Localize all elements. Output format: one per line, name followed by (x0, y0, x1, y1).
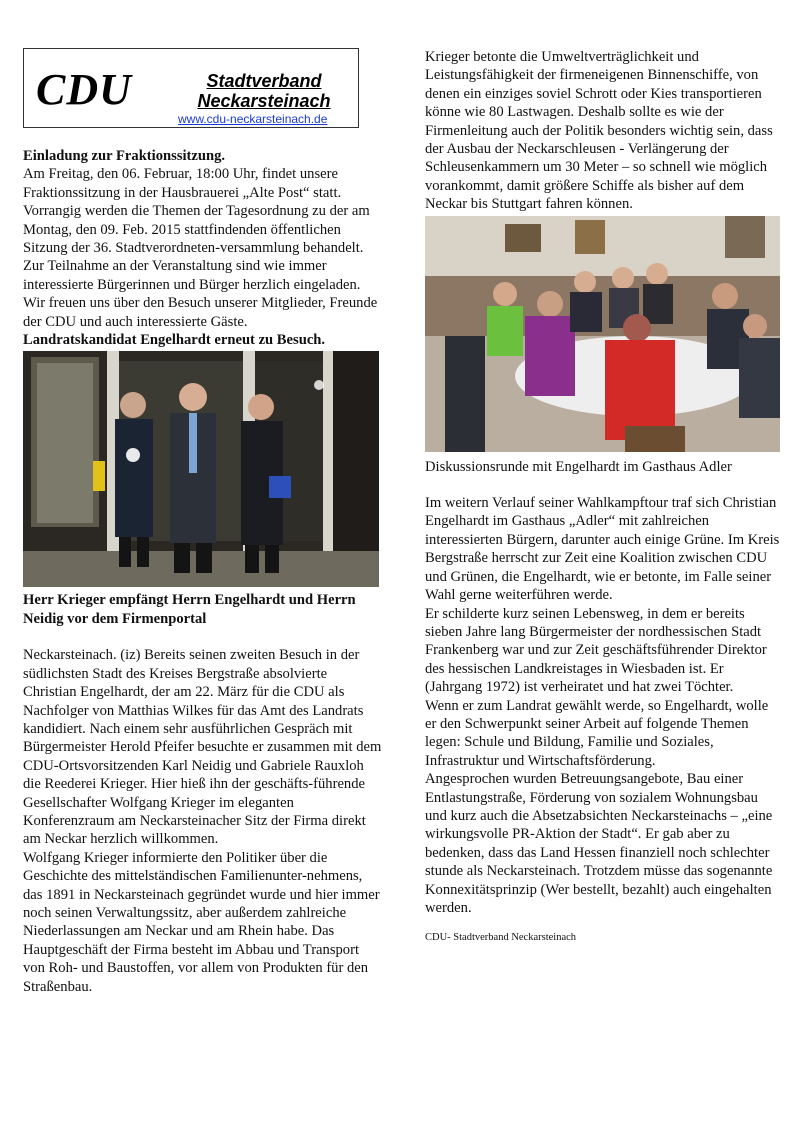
photo-discussion-round (425, 216, 780, 452)
photo-three-men-entrance (23, 351, 379, 587)
left-column (23, 147, 383, 996)
paragraph: Wenn er zum Landrat gewählt werde, so Engelhardt, wolle er den Schwerpunkt seiner Arbeit auf folgende Themen legen: Schule und Bildung, Familie und Soziales, Infrastruktur und Wirtschaftsförderung. (425, 697, 769, 769)
spacer (23, 628, 383, 646)
heading-visit: Landratskandidat Engelhardt erneut zu Besuch. (23, 332, 326, 349)
paragraph: Im weitern Verlauf seiner Wahlkampftour traf sich Christian Engelhardt im Gasthaus „Adler“ mit zahlreichen interessierten Bürgern, darunter auch einige Grüne. Im Kreis Bergstraße herrscht zur Zeit eine Koalition zwischen CDU und Grünen, die Engelhardt, wie er betonte, im Falle seiner Wahl gerne weiterführen werde. (425, 495, 780, 604)
photo1-caption: Herr Krieger empfängt Herrn Engelhardt und Herrn Neidig vor dem Firmenportal (23, 592, 356, 627)
cdu-logo: CDU (36, 65, 132, 114)
org-name-line1: Stadtverband (206, 71, 322, 91)
paragraph: Neckarsteinach. (iz) Bereits seinen zweiten Besuch in der südlichsten Stadt des Kreises Bergstraße absolvierte Christian Engelhardt, der am 22. März für die CDU als Nachfolger von Matthias Wilkes für das Amt des Landrats kandidiert. Nach einem sehr ausführlichen Gespräch mit Bürgermeister Herold Pfeifer besuchte er zusammen mit dem CDU-Ortsvorsitzenden Karl Neidig und Gabriele Rauxloh die Reederei Krieger. Hier hieß ihn der geschäfts-führende Gesellschafter Wolfgang Krieger im eleganten Konferenzraum am Neckarsteinacher Sitz der Firma direkt am Neckar herzlich willkommen. (23, 647, 382, 848)
photo2-caption: Diskussionsrunde mit Engelhardt im Gasthaus Adler (425, 458, 732, 475)
paragraph: Zur Teilnahme an der Veranstaltung sind wie immer interessierte Bürgerinnen und Bürger herzlich eingeladen. Wir freuen uns über den Besuch unserer Mitglieder, Freunde der CDU und auch interessierte Gäste. (23, 258, 378, 330)
website-link[interactable]: www.cdu-neckarsteinach.de (178, 112, 328, 126)
photo1-illustration (23, 351, 379, 587)
photo2-illustration (425, 216, 780, 452)
heading-invitation: Einladung zur Fraktionssitzung. (23, 148, 226, 164)
header-box (23, 48, 359, 128)
org-name (184, 71, 344, 111)
author-credit: CDU- Stadtverband Neckarsteinach (425, 932, 577, 944)
paragraph: Er schilderte kurz seinen Lebensweg, in dem er bereits sieben Jahre lang Bürgermeister der nordhessischen Stadt Frankenberg war und zur Zeit geschäftsführender Direktor des hessischen Landkreistages in Wiesbaden ist. Er (Jahrgang 1972) ist verheiratet und hat zwei Töchter. (425, 605, 767, 696)
paragraph: Angesprochen wurden Betreuungsangebote, Bau einer Entlastungstraße, Förderung von sozialem Wohnungsbau und kurz auch die Absetzabsichten Neckarsteinachs – „eine wirkungsvolle PR-Aktion der Stadt“. Er gab aber zu bedenken, dass das Land Hessen finanziell noch schlechter stunde als Neckarsteinach. Trotzdem müsse das sogenannte Konnexitätsprinzip (Wer bestellt, bezahlt) auch eingehalten werden. (425, 771, 773, 916)
paragraph: Wolfgang Krieger informierte den Politiker über die Geschichte des mittelständischen Familienunter-nehmens, das 1891 in Neckarsteinach gegründet wurde und hier immer noch seinen Verwaltungssitz, aber außerdem zahlreiche Niederlassungen am Neckar und am Rhein habe. Das Hauptgeschäft der Firma besteht im Abbau und Transport von Roh- und Baustoffen, vor allem von Produkten für den Straßenbau. (23, 849, 380, 995)
paragraph: Am Freitag, den 06. Februar, 18:00 Uhr, findet unsere Fraktionssitzung in der Hausbrauerei „Alte Post“ statt. Vorrangig werden die Themen der Tagesordnung zu der am Montag, den 09. Feb. 2015 stattfindenden öffentlichen Sitzung der 36. Stadtverordneten-versammlung behandelt. (23, 166, 370, 257)
paragraph: Krieger betonte die Umweltverträglichkeit und Leistungsfähigkeit der firmeneigenen Binnenschiffe, von denen ein einziges soviel Schrott oder Kies transportieren könne wie 80 Lastwagen. Deshalb sollte es wie der Firmenleitung auch der Politik besonders wichtig sein, dass der Ausbau der Neckarschleusen - Verlängerung der Schleusenkammern um 30 Meter – so schnell wie möglich vorankommt, damit größere Schiffe als bisher auf dem Neckar bis Stuttgart fahren können. (425, 49, 773, 213)
right-column (425, 48, 781, 945)
spacer (425, 476, 781, 494)
org-name-line2: Neckarsteinach (197, 91, 331, 111)
